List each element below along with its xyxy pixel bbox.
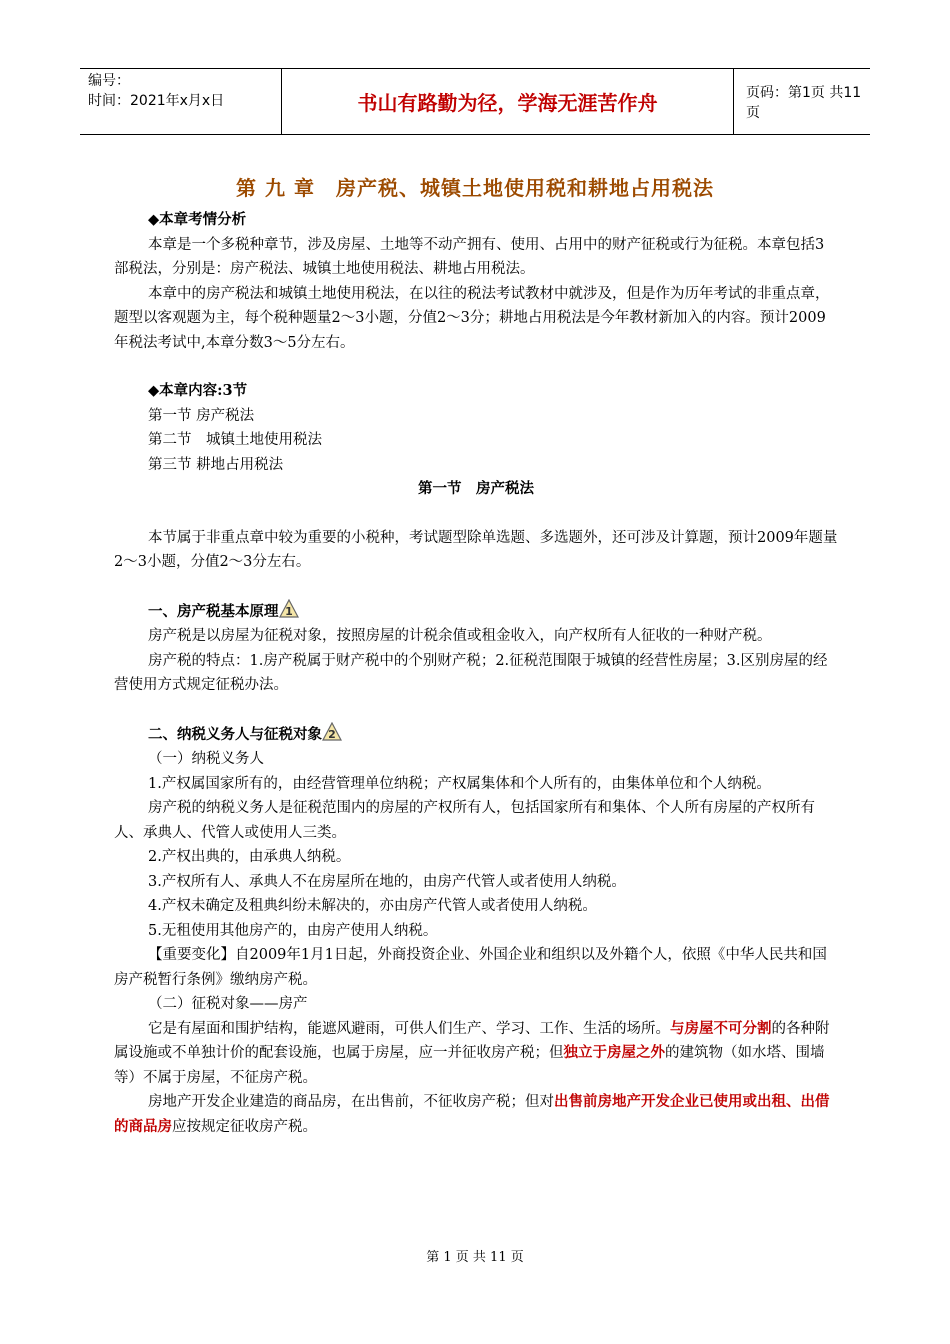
paragraph: 2.产权出典的，由承典人纳税。 [148,849,351,865]
date-label: 时间：2021年x月x日 [88,93,225,109]
svg-text:2: 2 [328,727,336,741]
heading-basic-principle: 一、房产税基本原理 1 [114,599,838,625]
header-motto: 书山有路勤为径，学海无涯苦作舟 [282,69,734,134]
document-body [114,208,838,1139]
subheading: （二）征税对象——房产 [148,996,308,1012]
subheading: （一）纳税义务人 [148,751,264,767]
contents-item: 第三节 耕地占用税法 [148,456,284,473]
important-change: 【重要变化】自2009年1月1日起，外商投资企业、外国企业和组织以及外籍个人，依照《中华人民共和国房产税暂行条例》缴纳房产税。 [114,947,827,988]
paragraph: 5.无租使用其他房产的，由房产使用人纳税。 [148,922,438,939]
svg-text:1: 1 [284,604,293,618]
paragraph: 4.产权未确定及租典纠纷未解决的，亦由房产代管人或者使用人纳税。 [148,898,597,914]
analysis-paragraph: 本章是一个多税种章节，涉及房屋、土地等不动产拥有、使用、占用中的财产征税或行为征税。本章包括3部税法，分别是：房产税法、城镇土地使用税法、耕地占用税法。 [114,236,825,277]
contents-item: 第一节 房产税法 [148,407,255,424]
chapter-title: 第 九 章 房产税、城镇土地使用税和耕地占用税法 [236,176,714,200]
difficulty-triangle-icon [322,722,342,742]
header-meta [80,69,282,134]
difficulty-triangle-icon [279,599,299,619]
page-footer: 第 1 页 共 11 页 [426,1250,524,1265]
section-intro: 本节属于非重点章中较为重要的小税种，考试题型除单选题、多选题外，还可涉及计算题，预计2009年题量2～3小题，分值2～3分左右。 [114,529,838,570]
contents-item: 第二节 城镇土地使用税法 [148,432,322,448]
analysis-heading: ◆本章考情分析 [148,211,247,228]
paragraph: 房产税的特点：1.房产税属于财产税中的个别财产税；2.征税范围限于城镇的经营性房屋；3.区别房屋的经营使用方式规定征税办法。 [114,652,828,693]
paragraph: 1.产权属国家所有的，由经营管理单位纳税；产权属集体和个人所有的，由集体单位和个人纳税。 [148,775,771,792]
paragraph: 房地产开发企业建造的商品房，在出售前，不征收房产税；但对出售前房地产开发企业已使用或出租、出借的商品房应按规定征收房产税。 [114,1093,830,1135]
paragraph: 3.产权所有人、承典人不在房屋所在地的，由房产代管人或者使用人纳税。 [148,873,626,890]
paragraph: 它是有屋面和围护结构，能遮风避雨，可供人们生产、学习、工作、生活的场所。与房屋不可分割的各种附属设施或不单独计价的配套设施，也属于房屋，应一并征收房产税；但独立于房屋之外的建筑物（如水塔、围墙等）不属于房屋，不征房产税。 [114,1019,830,1086]
section-title: 第一节 房产税法 [418,480,534,497]
contents-heading: ◆本章内容:3节 [148,382,248,399]
heading-taxpayer: 二、纳税义务人与征税对象 2 [114,722,838,748]
header-page-info: 页码：第1页 共11页 [746,84,862,121]
page-header [80,68,870,135]
analysis-paragraph: 本章中的房产税法和城镇土地使用税法，在以往的税法考试教材中就涉及，但是作为历年考试的非重点章，题型以客观题为主，每个税种题量2～3小题，分值2～3分；耕地占用税法是今年教材新加入的内容。预计2009年税法考试中,本章分数3～5分左右。 [114,285,830,351]
paragraph: 房产税的纳税义务人是征税范围内的房屋的产权所有人，包括国家所有和集体、个人所有房屋的产权所有人、承典人、代管人或使用人三类。 [114,800,815,841]
number-label: 编号： [88,73,130,89]
paragraph: 房产税是以房屋为征税对象，按照房屋的计税余值或租金收入，向产权所有人征收的一种财产税。 [148,628,772,644]
